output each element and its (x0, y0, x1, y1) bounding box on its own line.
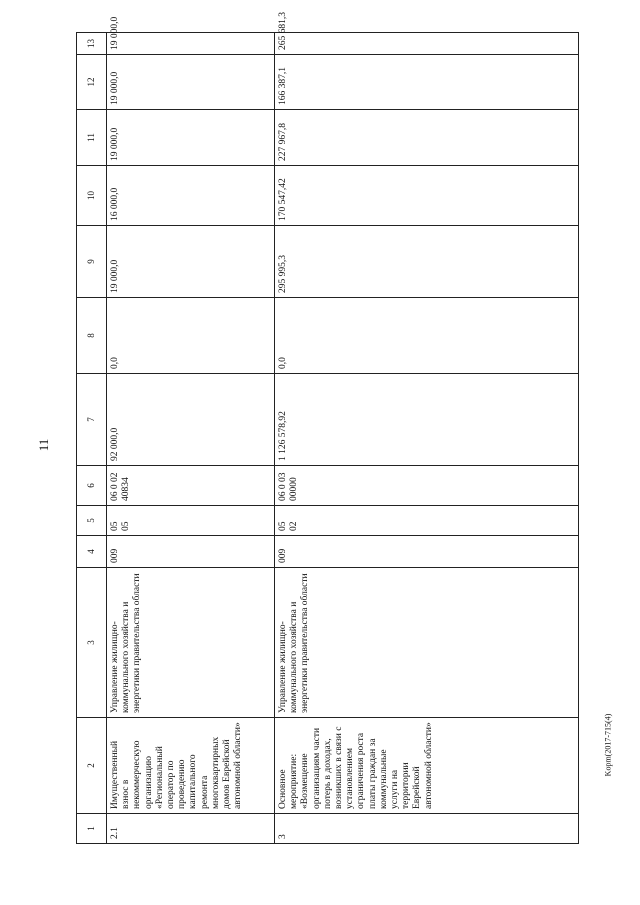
section-code: 05 05 (107, 506, 275, 536)
column-header: 6 (77, 466, 107, 506)
responsible-executor: Управление жилищно-коммунального хозяйства и энергетики правительства области (275, 568, 579, 718)
measure-name: Имущественный взнос в некоммерческую организацию «Региональный оператор по проведению капитального ремонта многоквартирных домов Еврейской автономной области» (107, 718, 275, 814)
year-amount: 19 000,0 (107, 33, 275, 55)
year-amount: 16 000,0 (107, 166, 275, 226)
total-amount: 92 000,0 (107, 374, 275, 466)
row-number: 2.1 (107, 814, 275, 844)
target-article-code: 06 0 02 40834 (107, 466, 275, 506)
grbs-code: 009 (107, 536, 275, 568)
column-header: 10 (77, 166, 107, 226)
responsible-executor: Управление жилищно-коммунального хозяйства и энергетики правительства области (107, 568, 275, 718)
column-header: 8 (77, 298, 107, 374)
column-header: 2 (77, 718, 107, 814)
rotated-table-area (76, 12, 578, 844)
page-number: 11 (36, 438, 51, 452)
column-header: 7 (77, 374, 107, 466)
column-number-row (77, 33, 107, 844)
table-row (107, 33, 275, 844)
section-code: 05 02 (275, 506, 579, 536)
column-header: 3 (77, 568, 107, 718)
column-header: 11 (77, 110, 107, 166)
table-row (275, 33, 579, 844)
grbs-code: 009 (275, 536, 579, 568)
column-header: 5 (77, 506, 107, 536)
year-amount: 19 000,0 (107, 55, 275, 110)
year-amount: 166 387,1 (275, 55, 579, 110)
year-amount: 19 000,0 (107, 110, 275, 166)
budget-table (76, 12, 579, 844)
year-amount: 295 995,3 (275, 226, 579, 298)
measure-name: Основное мероприятие: «Возмещение организациям части потерь в доходах, возникших в связи с установлением ограничения роста платы граждан за коммунальные услуги на территории Еврейской автономной области» (275, 718, 579, 814)
column-header: 4 (77, 536, 107, 568)
year-amount: 0,0 (107, 298, 275, 374)
year-amount: 265 681,3 (275, 33, 579, 55)
target-article-code: 06 0 03 00000 (275, 466, 579, 506)
column-header: 12 (77, 55, 107, 110)
total-amount: 1 126 578,92 (275, 374, 579, 466)
document-code: Kopm(2017-715(4) (603, 713, 613, 777)
row-number: 3 (275, 814, 579, 844)
year-amount: 0,0 (275, 298, 579, 374)
column-header: 9 (77, 226, 107, 298)
column-header: 1 (77, 814, 107, 844)
year-amount: 227 967,8 (275, 110, 579, 166)
year-amount: 170 547,42 (275, 166, 579, 226)
column-header: 13 (77, 33, 107, 55)
year-amount: 19 000,0 (107, 226, 275, 298)
